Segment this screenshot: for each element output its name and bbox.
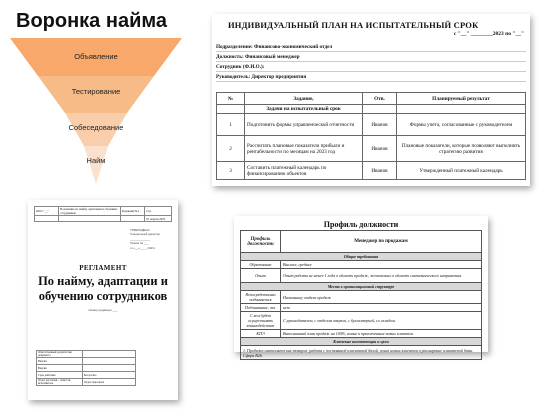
plan-field-manager: Руководитель: Директор предприятия — [216, 72, 526, 82]
plan-table-header — [217, 93, 526, 105]
approval-block: УТВЕРЖДЕНО Генеральный директор _____________ Приказ № ___ от «__» ____ 2023 г. — [130, 228, 160, 250]
table-row: Опыт Опыт работы не менее 1 года в области продаж, желательно в области сантехнического направления. — [241, 269, 482, 283]
plan-title: ИНДИВИДУАЛЬНЫЙ ПЛАН НА ИСПЫТАТЕЛЬНЫЙ СРОК — [228, 20, 479, 30]
table-row: Образование Высшее, среднее — [241, 261, 482, 269]
reglament-footer-table: Ответственный разработчик документа Версия Версия Срок действия Бессрочно Отдел рассылки – ответств. исполнитель Отдел персонала — [36, 350, 136, 386]
table-row: Непосредственно подчиняется Начальнику отдела продаж — [241, 291, 482, 304]
profile-section-requirements: Общие требования — [241, 253, 482, 261]
page-title: Воронка найма — [16, 10, 168, 32]
col-result: Планируемый результат — [397, 93, 526, 105]
table-row: 1. Продажа сантехнических товаров: работа с постоянной клиентской базой, поиск новых клиентов и расширение клиентской базы. Сфера B2b. — [241, 346, 482, 360]
funnel-label-interview: Собеседование — [68, 123, 124, 132]
plan-date: с "__" ________2023 по "__" — [453, 31, 524, 37]
position-profile-document — [234, 216, 488, 358]
col-number: № — [217, 93, 245, 105]
table-row: КПЭ Выполненный план продаж на 100%, новые и привлеченные новых клиентов. — [241, 330, 482, 338]
reglament-version: Номер редакции ___ — [88, 308, 118, 312]
plan-section-row — [217, 105, 526, 114]
plan-field-department: Подразделение: Финансово-экономический отдел — [216, 42, 526, 52]
table-row: Подчиненные, чел. нет — [241, 304, 482, 312]
col-task: Задание, — [245, 93, 363, 105]
profile-table — [240, 230, 482, 360]
reglament-header-table: ООО "__" Положение по найму, адаптации и обучению сотрудников Редакция №1 Стр. 01 апреля 2023 — [34, 206, 172, 222]
table-row: 2 Рассчитать плановые показатели прибыли и рентабельности по месяцам на 2023 год Иванов Плановые показатели, которые позволяют выполнить стратегию развития — [217, 136, 526, 162]
plan-table — [216, 92, 526, 180]
col-responsible: Отв. — [363, 93, 397, 105]
funnel-label-hire: Найм — [86, 156, 106, 165]
funnel-label-testing: Тестирование — [71, 87, 121, 96]
profile-title: Профиль должности — [323, 220, 399, 229]
plan-field-position: Должность: Финансовый менеджер — [216, 52, 526, 62]
funnel-label-announcement: Объявление — [74, 52, 118, 61]
plan-fields — [216, 42, 526, 82]
table-row: 1 Подготовить формы управленческой отчетности Иванов Формы учета, согласованные с руководителем — [217, 114, 526, 136]
plan-section-label: Задачи на испытательный срок — [245, 105, 363, 114]
individual-plan-document — [212, 14, 530, 186]
reglament-label: РЕГЛАМЕНТ — [79, 264, 127, 272]
reglament-name: По найму, адаптации и обучению сотрудников — [38, 274, 168, 303]
table-row: С кем будет осуществлять взаимодействие С руководителем, с отделом закупок, с бухгалтерией, со складом. — [241, 312, 482, 330]
hiring-funnel — [10, 38, 182, 184]
reglament-document — [28, 200, 178, 400]
profile-head-row: Профиль должности Менеджер по продажам — [241, 231, 482, 253]
plan-field-employee: Сотрудник (Ф.И.О.): — [216, 62, 526, 72]
table-row: 3 Составить платежный календарь по финансированию объектов Иванов Утвержденный платежный календарь — [217, 162, 526, 180]
profile-section-structure: Место в организационной структуре — [241, 283, 482, 291]
profile-section-duties: Ключевые компетенции и цели — [241, 338, 482, 346]
funnel-stage-4 — [84, 146, 108, 184]
